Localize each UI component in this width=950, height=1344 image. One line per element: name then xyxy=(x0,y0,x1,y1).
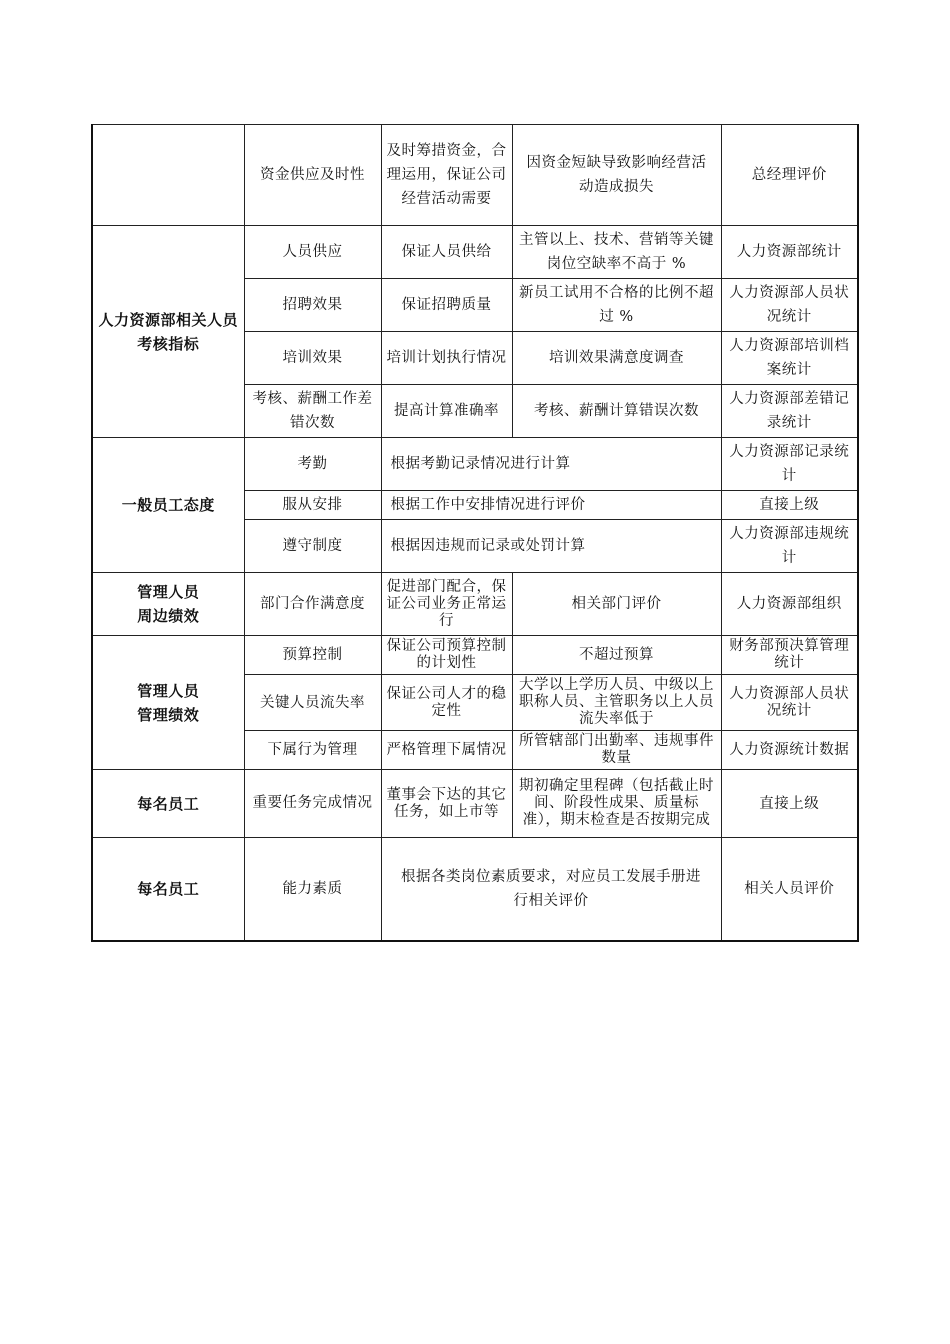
source-cell: 人力资源部人员状况统计 xyxy=(721,279,858,332)
indicator-cell: 下属行为管理 xyxy=(244,731,381,770)
standard-cell: 培训效果满意度调查 xyxy=(512,332,721,385)
category-cell: 管理人员管理绩效 xyxy=(92,636,244,770)
method-cell: 根据工作中安排情况进行评价 xyxy=(381,491,721,520)
table-row xyxy=(92,438,858,491)
indicator-cell: 重要任务完成情况 xyxy=(244,770,381,838)
category-cell: 每名员工 xyxy=(92,770,244,838)
source-cell: 人力资源部违规统计 xyxy=(721,520,858,573)
source-cell: 人力资源部组织 xyxy=(721,573,858,636)
indicator-cell: 预算控制 xyxy=(244,636,381,675)
goal-cell: 保证人员供给 xyxy=(381,226,512,279)
indicator-cell: 服从安排 xyxy=(244,491,381,520)
goal-cell: 保证招聘质量 xyxy=(381,279,512,332)
standard-cell: 主管以上、技术、营销等关键岗位空缺率不高于 % xyxy=(512,226,721,279)
goal-cell: 保证公司人才的稳定性 xyxy=(381,675,512,731)
source-cell: 人力资源统计数据 xyxy=(721,731,858,770)
standard-cell: 相关部门评价 xyxy=(512,573,721,636)
goal-cell: 及时筹措资金，合理运用，保证公司经营活动需要 xyxy=(381,125,512,226)
source-cell: 总经理评价 xyxy=(721,125,858,226)
indicator-cell: 资金供应及时性 xyxy=(244,125,381,226)
source-cell: 人力资源部培训档案统计 xyxy=(721,332,858,385)
goal-cell: 保证公司预算控制的计划性 xyxy=(381,636,512,675)
method-cell: 根据考勤记录情况进行计算 xyxy=(381,438,721,491)
source-cell: 直接上级 xyxy=(721,491,858,520)
indicator-cell: 招聘效果 xyxy=(244,279,381,332)
indicator-cell: 考勤 xyxy=(244,438,381,491)
category-cell: 管理人员周边绩效 xyxy=(92,573,244,636)
source-cell: 人力资源部人员状况统计 xyxy=(721,675,858,731)
goal-cell: 培训计划执行情况 xyxy=(381,332,512,385)
indicator-cell: 能力素质 xyxy=(244,838,381,941)
indicator-cell: 考核、薪酬工作差错次数 xyxy=(244,385,381,438)
source-cell: 人力资源部差错记录统计 xyxy=(721,385,858,438)
category-cell: 一般员工态度 xyxy=(92,438,244,573)
source-cell: 直接上级 xyxy=(721,770,858,838)
goal-cell: 董事会下达的其它任务，如上市等 xyxy=(381,770,512,838)
standard-cell: 新员工试用不合格的比例不超过 % xyxy=(512,279,721,332)
table-row xyxy=(92,125,858,226)
standard-cell: 不超过预算 xyxy=(512,636,721,675)
category-cell: 每名员工 xyxy=(92,838,244,941)
category-cell: 人力资源部相关人员考核指标 xyxy=(92,226,244,438)
indicator-cell: 人员供应 xyxy=(244,226,381,279)
standard-cell: 期初确定里程碑（包括截止时间、阶段性成果、质量标准），期末检查是否按期完成 xyxy=(512,770,721,838)
goal-cell: 严格管理下属情况 xyxy=(381,731,512,770)
goal-cell: 提高计算准确率 xyxy=(381,385,512,438)
source-cell: 人力资源部记录统计 xyxy=(721,438,858,491)
table-row xyxy=(92,226,858,279)
indicator-cell: 关键人员流失率 xyxy=(244,675,381,731)
method-cell: 根据各类岗位素质要求，对应员工发展手册进行相关评价 xyxy=(381,838,721,941)
indicator-cell: 培训效果 xyxy=(244,332,381,385)
category-cell xyxy=(92,125,244,226)
standard-cell: 大学以上学历人员、中级以上职称人员、主管职务以上人员流失率低于 xyxy=(512,675,721,731)
source-cell: 财务部预决算管理统计 xyxy=(721,636,858,675)
source-cell: 相关人员评价 xyxy=(721,838,858,941)
indicator-cell: 遵守制度 xyxy=(244,520,381,573)
table-row xyxy=(92,573,858,636)
standard-cell: 所管辖部门出勤率、违规事件数量 xyxy=(512,731,721,770)
standard-cell: 因资金短缺导致影响经营活动造成损失 xyxy=(512,125,721,226)
table-row xyxy=(92,770,858,838)
kpi-table xyxy=(91,124,859,942)
standard-cell: 考核、薪酬计算错误次数 xyxy=(512,385,721,438)
table-row xyxy=(92,636,858,675)
source-cell: 人力资源部统计 xyxy=(721,226,858,279)
method-cell: 根据因违规而记录或处罚计算 xyxy=(381,520,721,573)
goal-cell: 促进部门配合，保证公司业务正常运行 xyxy=(381,573,512,636)
table-row xyxy=(92,838,858,941)
indicator-cell: 部门合作满意度 xyxy=(244,573,381,636)
